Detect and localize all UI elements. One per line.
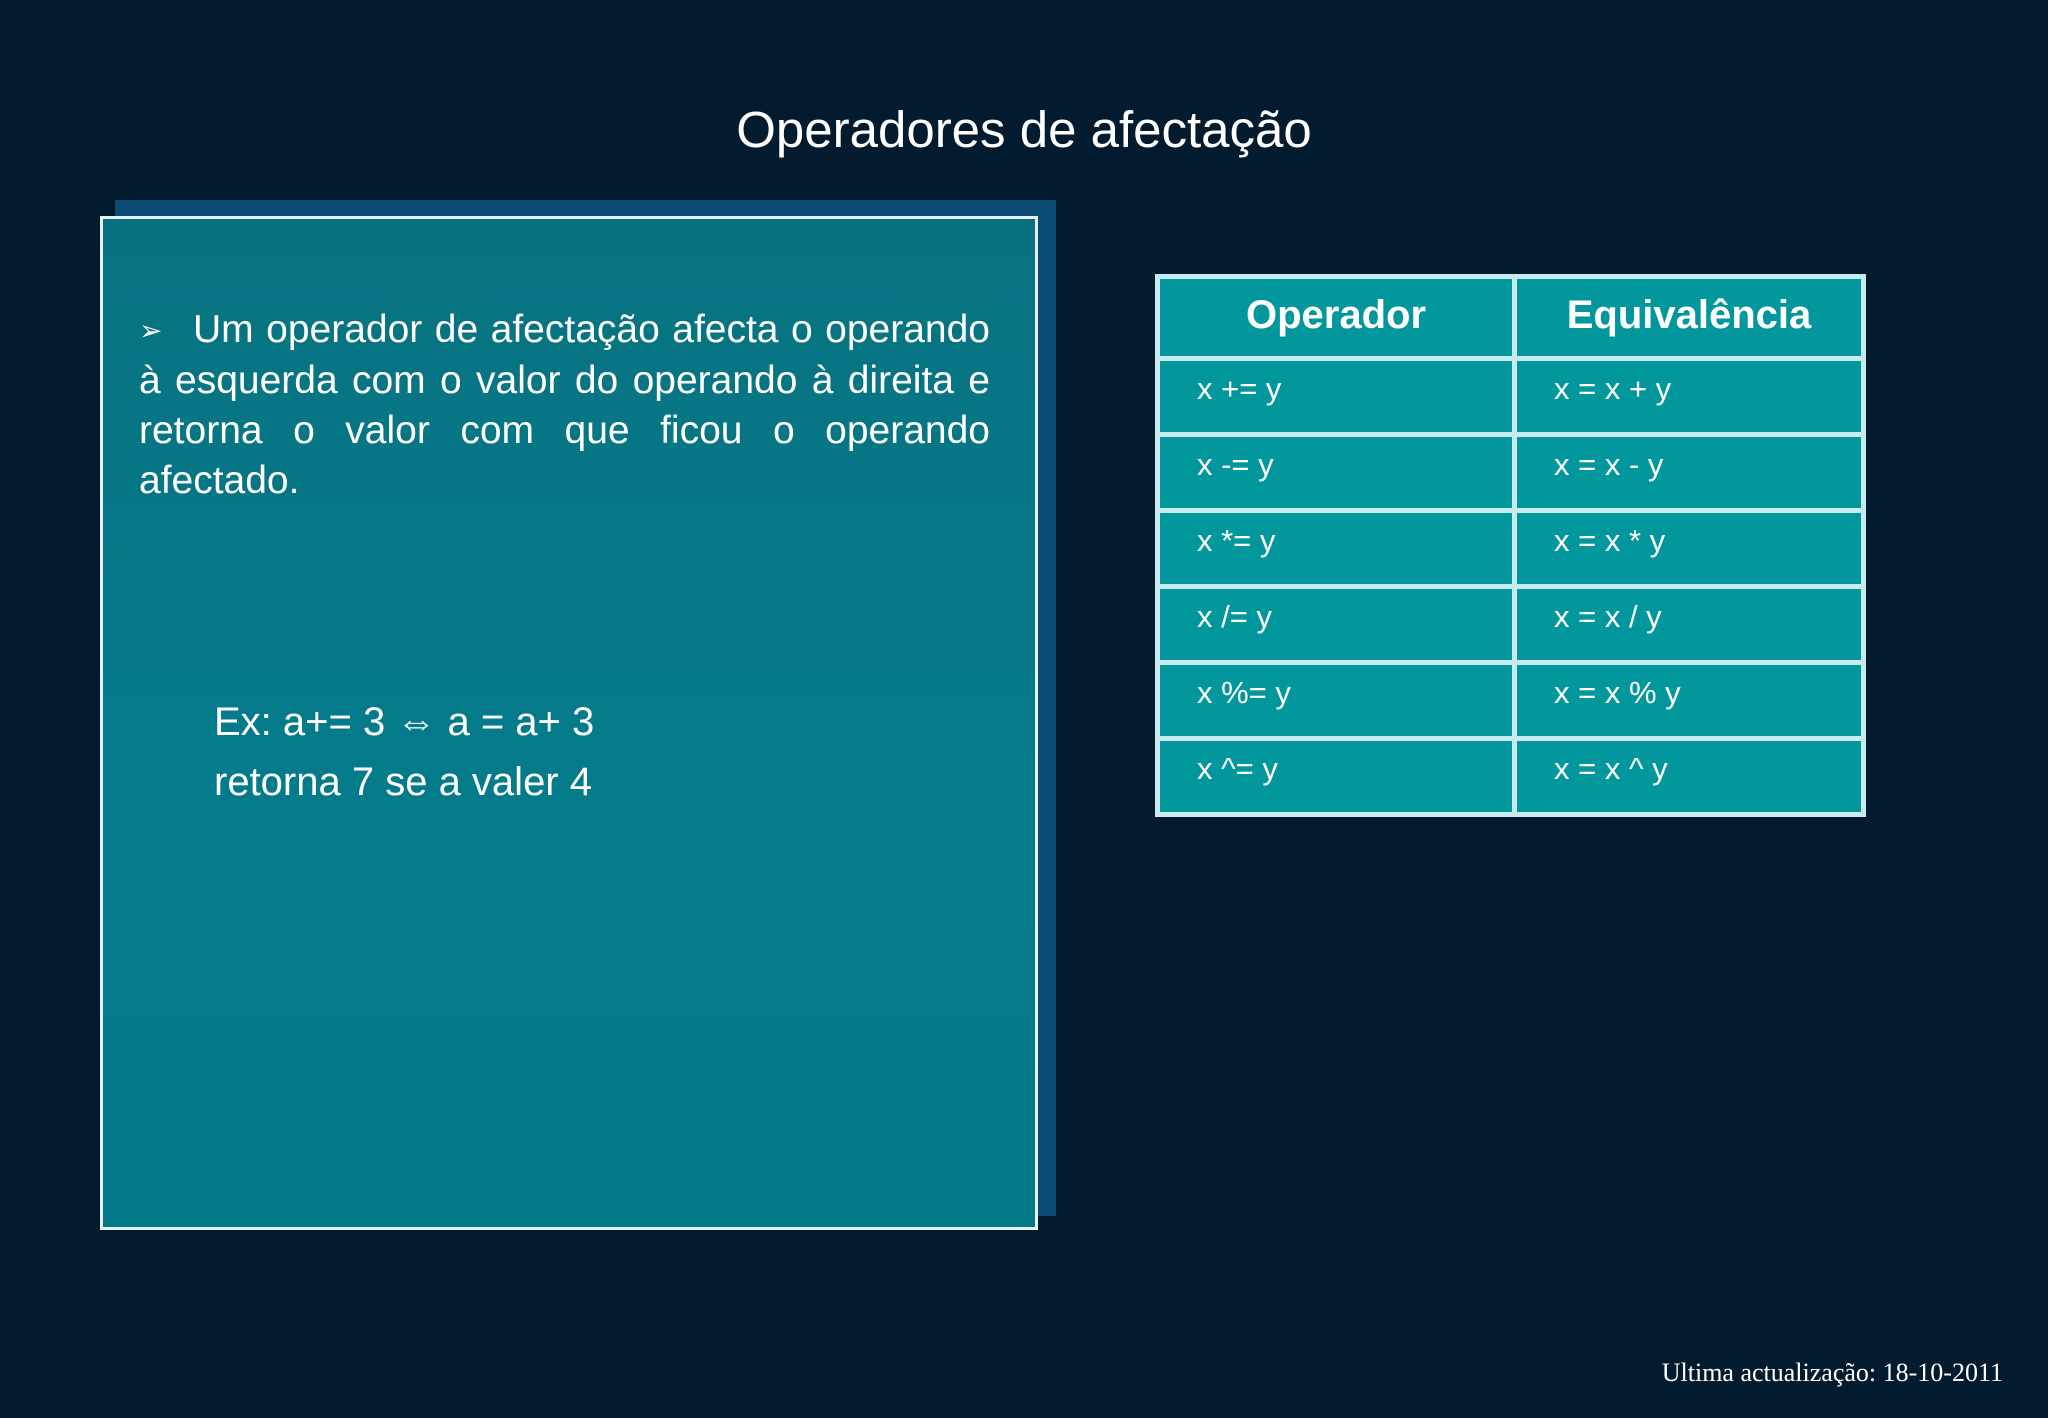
bullet-text: Um operador de afectação afecta o operando à esquerda com o valor do operando à direita e retorna o valor com que ficou o operando afectado. xyxy=(139,308,990,502)
last-updated-note: Ultima actualização: 18-10-2011 xyxy=(1661,1358,2003,1387)
header-equivalencia: Equivalência xyxy=(1515,277,1864,359)
equivalence-cell: x = x ^ y xyxy=(1515,739,1864,815)
equivalence-cell: x = x % y xyxy=(1515,663,1864,739)
operator-cell: x += y xyxy=(1158,359,1515,435)
table-row xyxy=(1158,435,1864,511)
operators-table xyxy=(1155,274,1866,817)
equivalence-cell: x = x + y xyxy=(1515,359,1864,435)
operator-cell: x /= y xyxy=(1158,587,1515,663)
example-block xyxy=(214,692,594,812)
description-panel xyxy=(100,216,1038,1230)
equivalence-cell: x = x * y xyxy=(1515,511,1864,587)
equivalence-cell: x = x - y xyxy=(1515,435,1864,511)
header-operador: Operador xyxy=(1158,277,1515,359)
operator-cell: x -= y xyxy=(1158,435,1515,511)
table-row xyxy=(1158,663,1864,739)
equivalence-cell: x = x / y xyxy=(1515,587,1864,663)
arrow-bullet-icon: ➢ xyxy=(139,315,163,346)
table-row xyxy=(1158,739,1864,815)
table-row xyxy=(1158,587,1864,663)
table-header-row xyxy=(1158,277,1864,359)
operator-cell: x %= y xyxy=(1158,663,1515,739)
example-line-2: retorna 7 se a valer 4 xyxy=(214,760,592,804)
table-row xyxy=(1158,359,1864,435)
table-row xyxy=(1158,511,1864,587)
slide-title: Operadores de afectação xyxy=(736,101,1312,158)
operator-cell: x *= y xyxy=(1158,511,1515,587)
example-line-1: Ex: a+= 3 ⇔ a = a+ 3 xyxy=(214,700,595,744)
bullet-paragraph xyxy=(139,305,990,506)
operator-cell: x ^= y xyxy=(1158,739,1515,815)
